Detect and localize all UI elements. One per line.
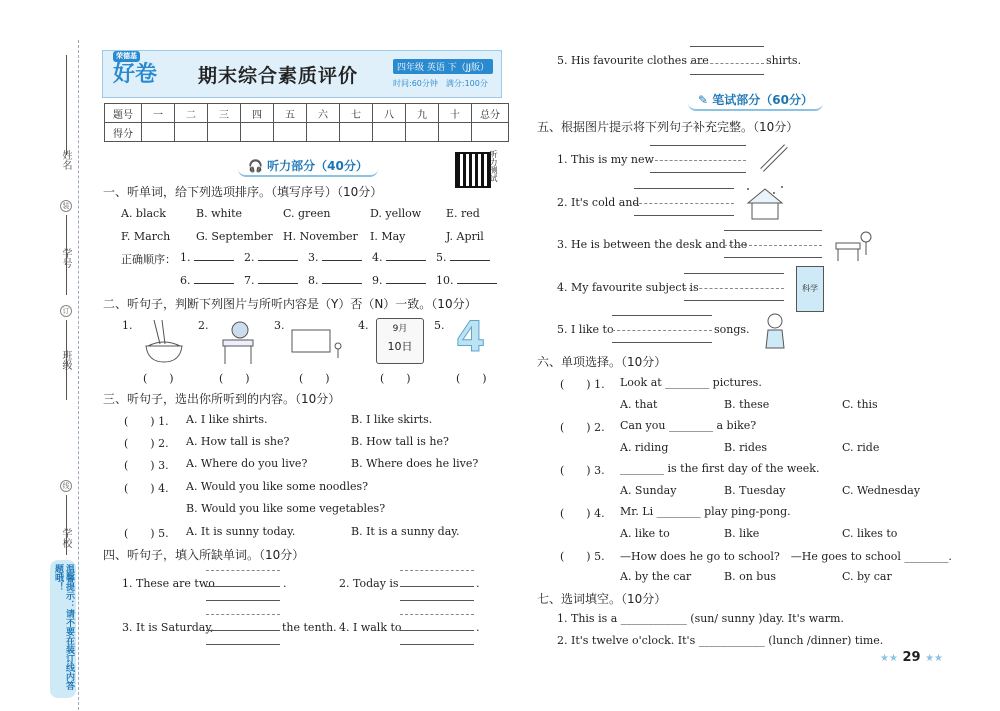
option: H. November [283,230,358,243]
fill-blank[interactable] [400,586,474,587]
mc-option-c: C. this [842,398,878,411]
choice-a: A. I like shirts. [186,413,268,426]
bind-circle: 装 [60,200,72,212]
score-header-cell: 题号 [105,104,142,123]
answer-num: 1. [180,251,191,264]
yn-blank[interactable]: ( ) [143,372,174,385]
choice-paren[interactable]: ( ) 1. [124,415,169,428]
answer-num: 8. [308,274,319,287]
option: E. red [446,207,480,220]
answer-item [180,251,234,264]
grade-info: 四年级 英语 下（JJ版） [393,59,493,74]
s7-q2: 2. It's twelve o'clock. It's ____________ (lunch /dinner) time. [557,634,884,647]
score-cell[interactable] [142,123,175,142]
answer-item [308,251,362,264]
fill-q5: 5. His favourite clothes are [557,54,709,67]
guide-line [634,188,734,189]
mc-option-a: A. Sunday [620,484,677,497]
option: G. September [196,230,273,243]
choice-paren[interactable]: ( ) 4. [124,482,169,495]
answer-item [244,274,298,287]
guide-line [400,570,474,571]
answer-blank[interactable] [194,260,234,261]
guide-line [724,257,822,258]
section4-title: 四、听句子，填入所缺单词。（10分） [103,548,305,562]
score-header-cell: 总分 [472,104,509,123]
mc-question: Can you ________ a bike? [620,419,757,432]
guide-line [684,300,784,301]
guide-line [724,230,822,231]
brand-small: 荣德基 [113,51,140,62]
fill-q5-tail: shirts. [766,54,802,67]
order-label: 正确顺序： [121,253,176,266]
mc-paren[interactable]: ( ) 3. [560,464,605,477]
mc-option-b: B. on bus [724,570,777,583]
fill-q1: 1. These are two [122,577,215,590]
science-book-icon [796,266,824,312]
fill-blank[interactable] [400,630,474,631]
section3-title: 三、听句子，选出你所听到的内容。（10分） [103,392,341,406]
choice-paren[interactable]: ( ) 5. [124,527,169,540]
fill-blank[interactable] [206,630,280,631]
guide-line [690,74,764,75]
answer-num: 3. [308,251,319,264]
header-banner [102,50,502,98]
mc-option-c: C. Wednesday [842,484,921,497]
score-header-cell: 七 [340,104,373,123]
answer-blank[interactable] [258,260,298,261]
s5-q3: 3. He is between the desk and the [557,238,748,251]
mc-paren[interactable]: ( ) 5. [560,550,605,563]
score-header-cell: 九 [406,104,439,123]
number-four-icon: 4 [456,312,486,361]
guide-line [650,172,746,173]
score-cell[interactable] [373,123,406,142]
answer-num: 6. [180,274,191,287]
period: . [476,621,480,634]
writing-header-text: 笔试部分（60分） [712,93,813,107]
yn-blank[interactable]: ( ) [219,372,250,385]
pencil-icon: ✎ [698,93,709,107]
time-info: 时间:60分钟 满分:100分 [393,79,488,88]
id-label: 学号 [60,248,71,268]
score-header-cell: 八 [373,104,406,123]
guide-line [400,600,474,601]
score-cell[interactable] [340,123,373,142]
mc-question: Look at ________ pictures. [620,376,762,389]
brand-logo [109,52,161,93]
mc-option-c: C. ride [842,441,880,454]
choice-a: A. How tall is she? [186,435,290,448]
noodle-bowl-icon [140,318,188,366]
singing-girl-icon [762,312,788,352]
bind-circle: 线 [60,480,72,492]
guide-line [684,273,784,274]
answer-item [244,251,298,264]
score-header-cell: 六 [307,104,340,123]
listening-header [238,156,378,177]
answer-num: 2. [244,251,255,264]
guide-line [206,644,280,645]
star-icon: ★★ [880,653,898,664]
guide-line [612,315,712,316]
fill-q3: 3. It is Saturday, [122,621,214,634]
fill-q4: 4. I walk to [339,621,402,634]
answer-blank[interactable] [322,283,362,284]
page-title: 期末综合素质评价 [198,65,359,87]
yn-blank[interactable]: ( ) [456,372,487,385]
period: . [283,577,287,590]
fill-blank[interactable] [634,203,734,204]
blackboard-icon [290,328,346,362]
answer-item [436,274,497,287]
qr-code-icon[interactable] [455,152,491,188]
s7-q1: 1. This is a ____________ (sun/ sunny )day. It's warm. [557,612,844,625]
mc-question: ________ is the first day of the week. [620,462,820,475]
choice-b: B. I like skirts. [351,413,433,426]
fill-q3-tail: the tenth. [282,621,337,634]
fill-blank[interactable] [690,63,764,64]
binding-note: 温馨提示：请不要在装订线内答题哦！ [50,560,76,698]
answer-num: 4. [372,251,383,264]
mc-option-b: B. like [724,527,760,540]
yn-blank[interactable]: ( ) [380,372,411,385]
score-table [104,103,509,142]
answer-item [436,251,490,264]
answer-blank[interactable] [194,283,234,284]
book-label: 科学 [802,284,818,293]
mc-question: Mr. Li ________ play ping-pong. [620,505,791,518]
s5-q4: 4. My favourite subject is [557,281,699,294]
mc-question: —How does he go to school? —He goes to school ________. [620,550,952,563]
answer-blank[interactable] [258,283,298,284]
answer-item [180,274,234,287]
school-label: 学校 [60,528,71,548]
calendar-month: 9月 [392,324,408,334]
section7-title: 七、选词填空。（10分） [537,592,667,606]
score-header-cell: 十 [439,104,472,123]
section1-title: 一、听单词，给下列选项排序。（填写序号）（10分） [103,185,383,199]
option: D. yellow [370,207,422,220]
brand-name: 好卷 [112,62,157,87]
guide-line [206,570,280,571]
score-cell[interactable] [472,123,509,142]
choice-b: B. It is a sunny day. [351,525,460,538]
score-cell[interactable] [274,123,307,142]
fill-blank[interactable] [650,160,746,161]
qr-label: 听力测试 [489,150,498,182]
option: F. March [121,230,171,243]
pic-num: 3. [274,319,285,332]
answer-blank[interactable] [386,283,426,284]
pic-num: 2. [198,319,209,332]
name-label: 姓名 [60,150,71,170]
score-header-cell: 三 [208,104,241,123]
choice-a: A. Where do you live? [186,457,308,470]
score-cell[interactable] [406,123,439,142]
guide-line [206,614,280,615]
s5-q1: 1. This is my new [557,153,654,166]
answer-blank[interactable] [457,283,497,284]
mc-paren[interactable]: ( ) 2. [560,421,605,434]
choice-b: B. Would you like some vegetables? [186,502,386,515]
score-header-cell: 一 [142,104,175,123]
pencil-picture-icon [758,142,792,174]
option: C. green [283,207,331,220]
fill-blank[interactable] [612,330,712,331]
writing-header [688,90,823,111]
mc-option-a: A. by the car [620,570,692,583]
s5-q2: 2. It's cold and [557,196,640,209]
pic-num: 1. [122,319,133,332]
mc-option-b: B. Tuesday [724,484,786,497]
listening-header-text: 听力部分（40分） [267,159,368,173]
page-number-text: 29 [902,650,921,665]
score-cell[interactable] [175,123,208,142]
guide-line [650,145,746,146]
answer-blank[interactable] [450,260,490,261]
choice-paren[interactable]: ( ) 2. [124,437,169,450]
mc-paren[interactable]: ( ) 4. [560,507,605,520]
fill-q2: 2. Today is [339,577,399,590]
fill-blank[interactable] [684,288,784,289]
fill-blank[interactable] [724,245,822,246]
name-line [66,55,67,155]
answer-blank[interactable] [386,260,426,261]
mc-option-a: A. riding [620,441,669,454]
score-header-cell: 四 [241,104,274,123]
option: J. April [446,230,484,243]
score-label-cell: 得分 [105,123,142,142]
guide-line [400,644,474,645]
choice-b: B. Where does he live? [351,457,479,470]
choice-paren[interactable]: ( ) 3. [124,459,169,472]
guide-line [400,614,474,615]
guide-line [690,46,764,47]
score-header-cell: 二 [175,104,208,123]
chair-with-bag-icon [215,318,260,368]
mc-option-c: C. likes to [842,527,898,540]
choice-a: A. Would you like some noodles? [186,480,369,493]
boy-desk-icon [832,225,876,265]
binding-line [78,40,79,710]
calendar-icon [376,318,424,364]
yn-blank[interactable]: ( ) [299,372,330,385]
score-cell[interactable] [241,123,274,142]
choice-b: B. How tall is he? [351,435,449,448]
bind-circle: 订 [60,305,72,317]
mc-option-a: A. like to [620,527,670,540]
class-label: 班级 [60,350,71,370]
answer-item [372,251,426,264]
section6-title: 六、单项选择。（10分） [537,355,667,369]
score-cell[interactable] [208,123,241,142]
answer-num: 5. [436,251,447,264]
pic-num: 5. [434,319,445,332]
pic-num: 4. [358,319,369,332]
mc-option-b: B. these [724,398,770,411]
s5-q5: 5. I like to [557,323,614,336]
answer-blank[interactable] [322,260,362,261]
option: B. white [196,207,243,220]
guide-line [634,215,734,216]
guide-line [612,342,712,343]
option: A. black [121,207,166,220]
mc-paren[interactable]: ( ) 1. [560,378,605,391]
mc-option-b: B. rides [724,441,768,454]
section5-title: 五、根据图片提示将下列句子补充完整。（10分） [537,120,799,134]
choice-a: A. It is sunny today. [186,525,296,538]
score-cell[interactable] [439,123,472,142]
score-header-cell: 五 [274,104,307,123]
guide-line [206,600,280,601]
section2-title: 二、听句子，判断下列图片与所听内容是（Y）否（N）一致。（10分） [103,297,477,311]
calendar-day: 10日 [387,340,413,353]
answer-num: 9. [372,274,383,287]
mc-option-c: C. by car [842,570,892,583]
option: I. May [370,230,406,243]
page-number [880,650,943,665]
mc-option-a: A. that [620,398,658,411]
score-cell[interactable] [307,123,340,142]
star-icon: ★★ [925,653,944,664]
fill-blank[interactable] [206,586,280,587]
answer-item [372,274,426,287]
answer-num: 7. [244,274,255,287]
answer-num: 10. [436,274,454,287]
period: . [476,577,480,590]
headphone-icon: 🎧 [248,159,263,173]
answer-item [308,274,362,287]
s5-q5-tail: songs. [714,323,750,336]
snowy-house-icon [742,183,788,223]
